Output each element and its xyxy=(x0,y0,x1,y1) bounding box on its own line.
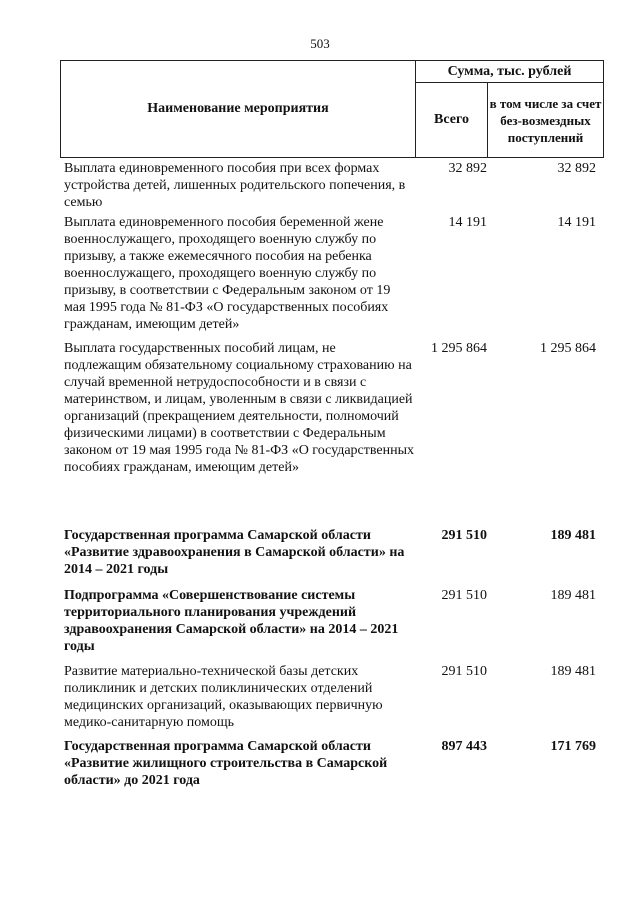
row-incl: 32 892 xyxy=(557,161,596,176)
row-name: Развитие материально-технической базы детских поликлиник и детских поликлинических отделений медицинских организаций, оказывающих первичную медико-санитарную помощь xyxy=(64,664,383,730)
header-name-column: Наименование мероприятия xyxy=(61,61,416,157)
row-total: 291 510 xyxy=(441,528,487,543)
row-name: Выплата государственных пособий лицам, не подлежащим обязательному социальному страхованию на случай временной нетрудоспособности и в связи с материнством, и лицам, уволенным в связи с ликвидацией организаций (прекращением деятельности, полномочий физическими лицами) в соответствии с Федеральным законом от 19 мая 1995 года № 81-ФЗ «О государственных пособиях гражданам, имеющим детей» xyxy=(64,341,414,475)
row-incl: 1 295 864 xyxy=(540,341,596,356)
row-incl: 189 481 xyxy=(550,588,596,603)
row-total: 291 510 xyxy=(441,588,487,603)
row-incl: 14 191 xyxy=(557,215,596,230)
row-name: Выплата единовременного пособия при всех формах устройства детей, лишенных родительского попечения, в семью xyxy=(64,161,406,210)
header-total-column: Всего xyxy=(416,83,488,157)
row-name: Государственная программа Самарской области «Развитие здравоохранения в Самарской области» на 2014 – 2021 годы xyxy=(64,528,405,577)
page-number: 503 xyxy=(310,36,330,51)
row-name: Подпрограмма «Совершенствование системы территориального планирования учреждений здравоохранения Самарской области» на 2014 – 2021 годы xyxy=(64,588,399,654)
row-name: Государственная программа Самарской области «Развитие жилищного строительства в Самарской области» до 2021 года xyxy=(64,739,388,788)
row-total: 897 443 xyxy=(441,739,487,754)
row-total: 1 295 864 xyxy=(431,341,487,356)
row-total: 291 510 xyxy=(441,664,487,679)
row-incl: 189 481 xyxy=(550,528,596,543)
row-total: 32 892 xyxy=(448,161,487,176)
row-name: Выплата единовременного пособия беременной жене военнослужащего, проходящего военную службу по призыву, а также ежемесячного пособия на ребенка военнослужащего, проходящего военную службу по призыву, в соответствии с Федеральным законом от 19 мая 1995 года № 81-ФЗ «О государственных пособиях гражданам, имеющим детей» xyxy=(64,215,391,332)
table-header xyxy=(60,60,604,158)
row-incl: 189 481 xyxy=(550,664,596,679)
header-sum-column: Сумма, тыс. рублей xyxy=(416,61,603,83)
row-incl: 171 769 xyxy=(550,739,596,754)
header-incl-column: в том числе за счет без-возмездных поступлений xyxy=(489,95,602,145)
row-total: 14 191 xyxy=(448,215,487,230)
